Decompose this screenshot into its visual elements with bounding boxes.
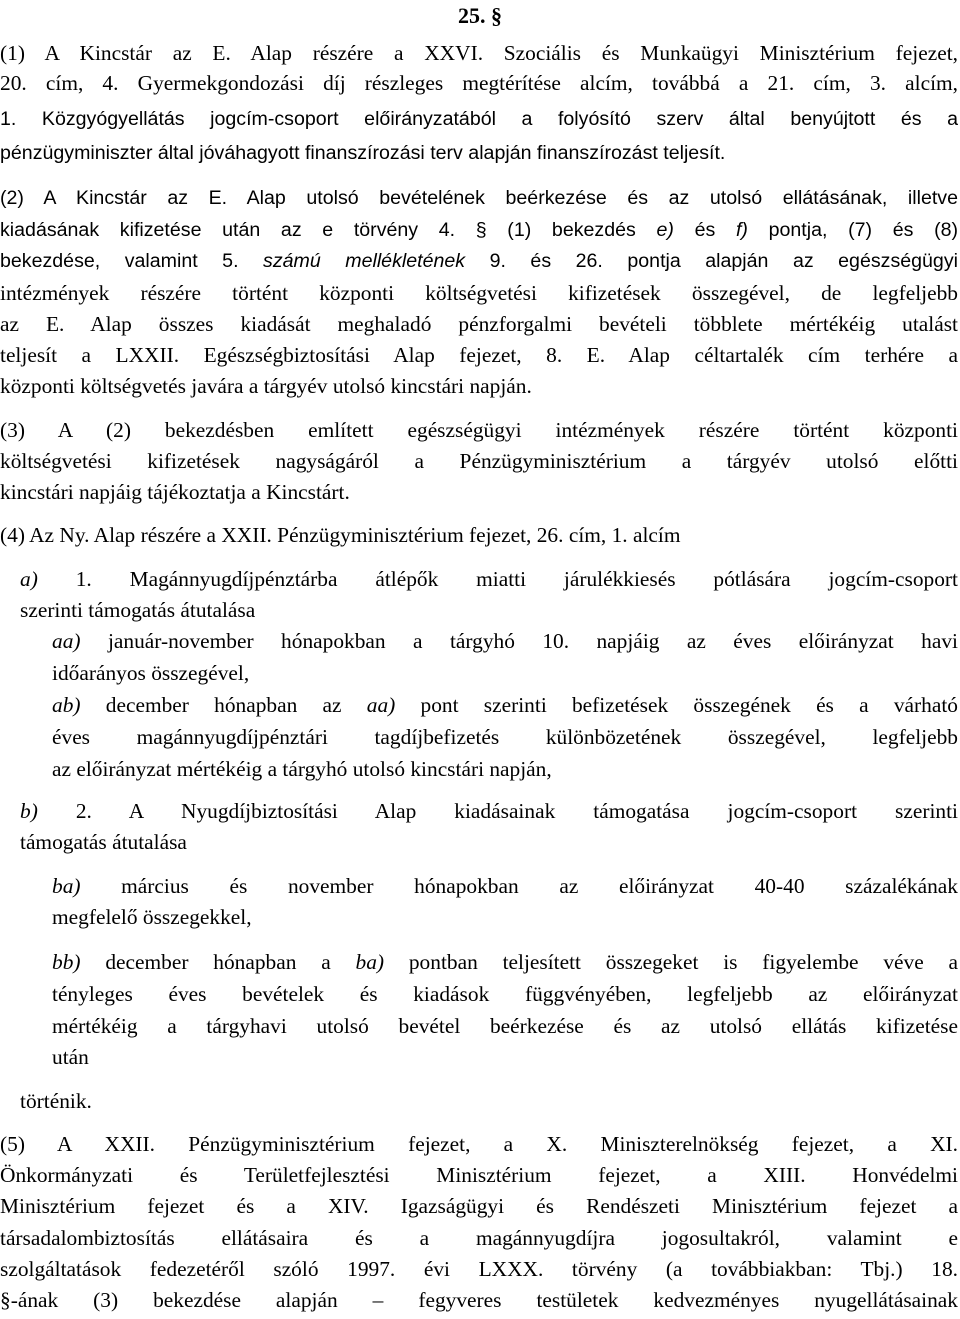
italic-ref: e) [656,219,674,241]
point-b-line: támogatás átutalása [20,830,187,854]
paragraph-1-line: 20. cím, 4. Gyermekgondozási díj részleges megtérítése alcím, továbbá a 21. cím, 3. alcím, [0,71,958,95]
paragraph-2-line: teljesít a LXXII. Egészségbiztosítási Alap fejezet, 8. E. Alap céltartalék cím terhére a [0,343,958,367]
text-span: december hónapban az [105,693,342,717]
paragraph-5-line: szolgáltatások fedezetéről szóló 1997. évi LXXX. törvény (a továbbiakban: Tbj.) 18. [0,1257,958,1281]
text-span: január-november hónapokban a tárgyhó 10. napjáig az éves előirányzat havi [107,629,958,653]
paragraph-3-line: (3) A (2) bekezdésben említett egészségügyi intézmények részére történt központi [0,418,958,442]
point-aa-line: időarányos összegével, [52,661,250,685]
italic-ref: számú mellékletének [263,250,466,272]
point-label: ab) [52,693,81,717]
paragraph-2-line: intézmények részére történt központi költségvetési kifizetések összegével, de legfeljebb [0,281,958,305]
paragraph-4-line: (4) Az Ny. Alap részére a XXII. Pénzügyminisztérium fejezet, 26. cím, 1. alcím [0,523,681,547]
point-ba [52,873,958,900]
text-span: bekezdése, valamint 5. [0,250,239,272]
text-span: pontban teljesített összegeket is figyelembe véve a [408,950,958,974]
paragraph-2-line: (2) A Kincstár az E. Alap utolsó bevételének beérkezése és az utolsó ellátásának, illetve [0,187,958,209]
point-label: a) [20,567,38,591]
point-bb-line: mértékéig a tárgyhavi utolsó bevétel beérkezése és az utolsó ellátás kifizetése [52,1014,958,1038]
point-label: bb) [52,950,81,974]
paragraph-3-line: kincstári napjáig tájékoztatja a Kincstárt. [0,480,350,504]
point-ab-line: az előirányzat mértékéig a tárgyhó utolsó kincstári napján, [52,757,552,781]
point-label: ba) [52,874,81,898]
point-a [20,566,958,593]
point-ab-line: éves magánnyugdíjpénztári tagdíjbefizetés különbözetének összegével, legfeljebb [52,725,958,749]
text-span: és [694,219,716,241]
point-b [20,798,958,825]
text-span: március és november hónapokban az előirányzat 40-40 százalékának [121,874,958,898]
text-span: 1. Magánnyugdíjpénztárba átlépők miatti járulékkiesés pótlására jogcím-csoport [75,567,958,591]
text-span: 2. A Nyugdíjbiztosítási Alap kiadásainak támogatása jogcím-csoport szerinti [75,799,958,823]
paragraph-1-line: pénzügyminiszter által jóváhagyott finanszírozási terv alapján finanszírozást teljesít. [0,142,726,164]
text-span: 9. és 26. [489,250,603,272]
text-span: pontja alapján az egészségügyi [627,250,958,272]
paragraph-1-line: (1) A Kincstár az E. Alap részére a XXVI. Szociális és Munkaügyi Minisztérium fejezet, [0,41,958,65]
text-span: pont szerinti befizetések összegének és a várható [420,693,958,717]
point-a-line: szerinti támogatás átutalása [20,598,256,622]
point-ba-line: megfelelő összegekkel, [52,905,252,929]
paragraph-5-line: §-ának (3) bekezdése alapján – fegyveres testületek kedvezményes nyugellátásainak [0,1288,958,1312]
paragraph-1-line: 1. Közgyógyellátás jogcím-csoport előirányzatából a folyósító szerv által benyújtott és a [0,108,958,130]
paragraph-4-end: történik. [20,1089,92,1113]
italic-ref: f) [735,219,748,241]
paragraph-5-line: társadalombiztosítás ellátásaira és a magánnyugdíjra jogosultakról, valamint e [0,1226,958,1250]
paragraph-2-line: központi költségvetés javára a tárgyév utolsó kincstári napján. [0,374,532,398]
point-ab [52,692,958,719]
point-aa [52,628,958,655]
paragraph-2-line [0,248,958,275]
text-span: december hónapban a [105,950,331,974]
paragraph-2-line: az E. Alap összes kiadását meghaladó pénzforgalmi bevételi többlete mértékéig utalást [0,312,958,336]
paragraph-5-line: (5) A XXII. Pénzügyminisztérium fejezet, a X. Miniszterelnökség fejezet, a XI. [0,1132,958,1156]
italic-ref: aa) [366,693,396,717]
section-title: 25. § [458,3,502,28]
text-span: kiadásának kifizetése után az e törvény 4. § (1) bekezdés [0,219,636,241]
point-label: aa) [52,629,81,653]
italic-ref: ba) [355,950,385,974]
point-bb [52,949,958,976]
point-bb-line: tényleges éves bevételek és kiadások függvényében, legfeljebb az előirányzat [52,982,958,1006]
point-label: b) [20,799,38,823]
point-bb-line: után [52,1045,89,1069]
paragraph-5-line: Minisztérium fejezet és a XIV. Igazságügyi és Rendészeti Minisztérium fejezet a [0,1194,958,1218]
paragraph-3-line: költségvetési kifizetések nagyságáról a Pénzügyminisztérium a tárgyév utolsó előtti [0,449,958,473]
paragraph-2-line [0,217,958,244]
paragraph-5-line: Önkormányzati és Területfejlesztési Minisztérium fejezet, a XIII. Honvédelmi [0,1163,958,1187]
text-span: pontja, (7) és (8) [768,219,959,241]
